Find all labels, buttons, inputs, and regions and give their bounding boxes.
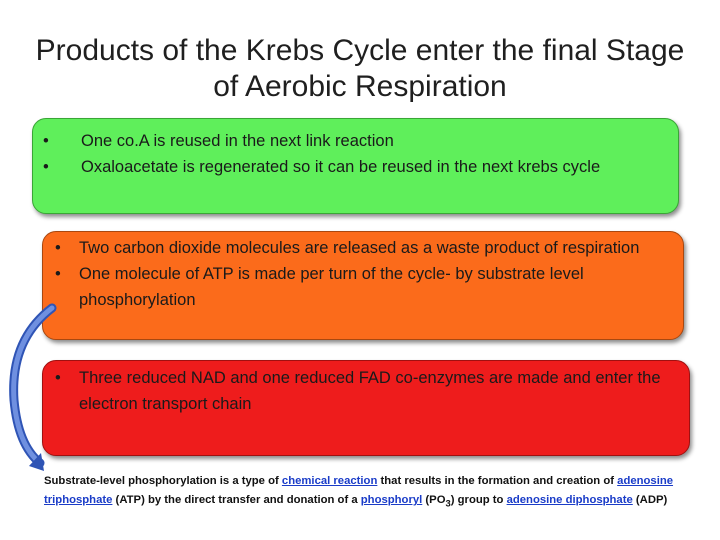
- phosphorylation-definition-note: [44, 472, 674, 512]
- note-text: Substrate-level phosphorylation is a type of: [44, 475, 282, 487]
- link-chemical-reaction[interactable]: chemical reaction: [281, 475, 378, 487]
- link-adenosine-diphosphate[interactable]: adenosine diphosphate: [506, 494, 633, 506]
- bullet: •: [55, 239, 61, 257]
- list-item-text: Oxaloacetate is regenerated so it can be reused in the next krebs cycle: [81, 158, 601, 176]
- note-text: (ADP): [632, 494, 668, 506]
- note-text: ) group to: [450, 494, 507, 506]
- bullet: •: [55, 369, 61, 387]
- list-item-text: One molecule of ATP is made per turn of the cycle- by substrate level phosphorylation: [79, 265, 584, 309]
- slide-title: Products of the Krebs Cycle enter the final Stage of Aerobic Respiration: [35, 34, 685, 103]
- bullet: •: [43, 132, 49, 150]
- note-text: that results in the formation and creation of: [377, 475, 618, 487]
- note-subscript: 3: [445, 497, 451, 509]
- link-phosphoryl[interactable]: phosphoryl: [360, 494, 423, 506]
- note-text: (ATP) by the direct transfer and donation of a: [112, 494, 361, 506]
- bullet: •: [43, 158, 49, 176]
- list-item-text: Three reduced NAD and one reduced FAD co-enzymes are made and enter the electron transport chain: [79, 369, 661, 413]
- note-text: (PO: [422, 494, 446, 506]
- list-item-text: Two carbon dioxide molecules are released as a waste product of respiration: [79, 239, 640, 257]
- link-adenosine-triphosphate[interactable]: adenosine triphosphate: [44, 475, 674, 506]
- list-item-text: One co.A is reused in the next link reaction: [81, 132, 394, 150]
- bullet: •: [55, 265, 61, 283]
